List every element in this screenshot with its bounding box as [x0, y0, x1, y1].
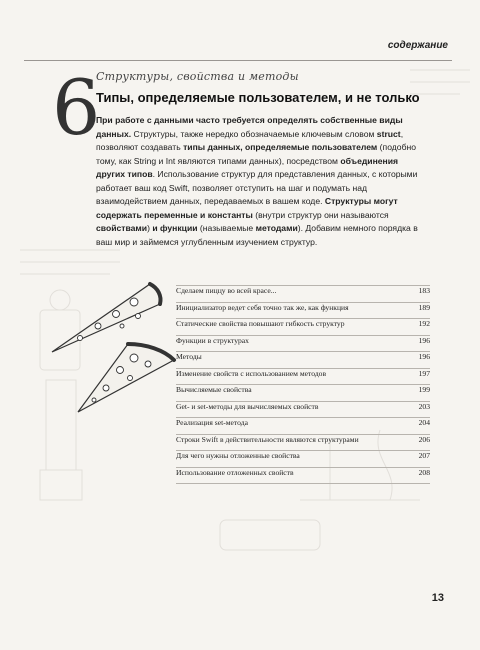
toc-row[interactable]	[176, 385, 430, 402]
intro-text: (подобно тому, как String и Int являются типами данных), посредством	[96, 142, 417, 166]
intro-bold-text: struct	[376, 128, 401, 139]
intro-bold-text: При работе с данными часто требуется определять собственные виды данных.	[96, 115, 403, 139]
header-rule	[24, 60, 452, 61]
toc-row[interactable]	[176, 451, 430, 468]
chapter-title: Типы, определяемые пользователем, и не только	[96, 90, 420, 105]
intro-text: , позволяют создавать	[96, 128, 404, 152]
intro-text: (называемые	[197, 223, 256, 233]
intro-bold-text: методами	[255, 223, 298, 233]
toc-entry-label: Сделаем пиццу во всей красе...	[176, 286, 277, 295]
page-number: 13	[431, 592, 444, 604]
toc-entry-page: 208	[418, 467, 430, 477]
intro-bold-text: Структуры могут содержать переменные и константы	[96, 196, 398, 220]
toc-entry-page: 192	[418, 319, 430, 328]
toc-row[interactable]	[176, 468, 430, 485]
toc-entry-label: Строки Swift в действительности являются структурами	[176, 434, 359, 444]
toc-entry-label: Для чего нужны отложенные свойства	[176, 451, 300, 460]
toc-entry-page: 207	[418, 451, 430, 460]
toc-row[interactable]	[176, 319, 430, 336]
intro-text: ). Добавим немного порядка в ваш мир и займемся углубленным изучением структур.	[96, 223, 418, 247]
toc-row[interactable]	[176, 418, 430, 435]
toc-entry-page: 196	[418, 352, 430, 361]
toc-entry-page: 189	[418, 302, 430, 312]
toc-entry-page: 199	[418, 385, 430, 394]
intro-bold-text: и функции	[152, 223, 198, 233]
toc-entry-label: Инициализатор ведет себя точно так же, как функция	[176, 302, 349, 312]
toc-entry-page: 203	[418, 401, 430, 411]
intro-text: )	[147, 223, 153, 233]
toc-entry-page: 204	[418, 418, 430, 427]
intro-bold-text: объединения других типов	[96, 155, 399, 179]
toc-row[interactable]	[176, 402, 430, 419]
toc-entry-page: 183	[418, 286, 430, 295]
toc-entry-page: 196	[418, 335, 430, 345]
intro-text: Структуры, также нередко обозначаемые ключевым словом	[131, 128, 377, 139]
intro-text: . Использование структур для представления данных, с которыми работает ваш код Swift, позволяет отступить на шаг и подумать над взаимодействием данных, передаваемых в вашем коде.	[96, 169, 418, 206]
pizza-slice-icon	[70, 340, 180, 418]
intro-bold-text: типы данных, определяемые пользователем	[183, 142, 378, 152]
chapter-intro-paragraph	[96, 114, 418, 249]
toc-entry-label: Статические свойства повышают гибкость структур	[176, 319, 345, 328]
chapter-script-title: Структуры, свойства и методы	[96, 70, 299, 83]
toc-entry-label: Реализация set-метода	[176, 418, 248, 427]
toc-row[interactable]	[176, 285, 430, 303]
toc-entry-page: 206	[418, 434, 430, 444]
toc-row[interactable]	[176, 352, 430, 369]
running-head: содержание	[387, 40, 448, 51]
toc-entry-label: Методы	[176, 352, 202, 361]
intro-bold-text: свойствами	[96, 223, 148, 233]
toc-entry-label: Изменение свойств с использованием методов	[176, 368, 327, 378]
chapter-number: 6	[52, 63, 101, 152]
toc-entry-page: 197	[418, 368, 430, 378]
toc-entry-label: Функции в структурах	[176, 335, 249, 345]
toc-entry-label: Get- и set-методы для вычисляемых свойств	[176, 401, 319, 411]
toc-row[interactable]	[176, 435, 430, 452]
toc-entry-label: Использование отложенных свойств	[176, 467, 294, 477]
table-of-contents	[176, 285, 430, 484]
toc-row[interactable]	[176, 303, 430, 320]
toc-row[interactable]	[176, 336, 430, 353]
intro-text: (внутри структур они называются	[252, 209, 389, 220]
toc-row[interactable]	[176, 369, 430, 386]
toc-entry-label: Вычисляемые свойства	[176, 385, 252, 394]
